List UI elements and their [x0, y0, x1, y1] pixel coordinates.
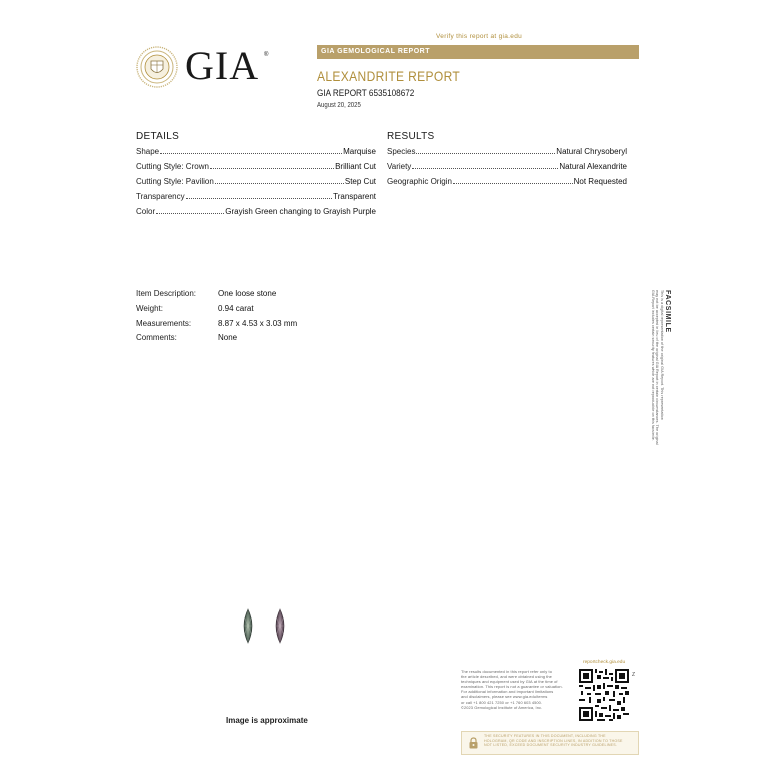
info-value-comments: None — [218, 333, 238, 342]
leader-dots — [412, 162, 558, 169]
registered-mark: ® — [264, 52, 269, 58]
security-line: THE SECURITY FEATURES IN THIS DOCUMENT, INCLUDING THE — [484, 734, 606, 738]
disclaimer-line: For additional information and important limitations — [461, 689, 554, 695]
facsimile-line: GIA Report includes certain security features which are not reproducible on this facsimile. — [651, 290, 655, 441]
leader-dots — [416, 147, 555, 154]
disclaimer-line: The results documented in this report refer only to — [461, 669, 552, 674]
security-strip — [461, 731, 639, 755]
detail-label: Cutting Style: Crown — [136, 162, 209, 171]
detail-row-pavilion — [136, 177, 376, 188]
leader-dots — [210, 162, 334, 169]
qr-tag: Z — [632, 672, 636, 678]
detail-label: Color — [136, 207, 156, 216]
stone-purple — [274, 609, 286, 643]
detail-value: Step Cut — [344, 177, 376, 186]
leader-dots — [156, 207, 224, 214]
result-label: Geographic Origin — [387, 177, 452, 186]
disclaimer-line: or call +1 800 421 7250 or +1 760 603 4500. — [461, 699, 543, 705]
details-heading: DETAILS — [136, 131, 180, 142]
info-label-comments: Comments: — [136, 333, 177, 342]
report-check-link[interactable]: reportcheck.gia.edu — [583, 660, 626, 665]
leader-dots — [453, 177, 573, 184]
detail-value: Grayish Green changing to Grayish Purple — [225, 207, 376, 216]
report-title: ALEXANDRITE REPORT — [317, 68, 461, 84]
facsimile-note — [641, 290, 671, 490]
info-value-weight: 0.94 carat — [218, 304, 254, 313]
result-row-variety — [387, 162, 627, 173]
info-label-weight: Weight: — [136, 304, 163, 313]
result-value: Natural Chrysoberyl — [556, 147, 627, 156]
detail-row-color — [136, 207, 376, 218]
report-type-label: GIA GEMOLOGICAL REPORT — [321, 47, 431, 55]
result-row-origin — [387, 177, 627, 188]
detail-value: Transparent — [333, 192, 376, 201]
report-date: August 20, 2025 — [317, 102, 361, 109]
stone-images — [238, 607, 294, 645]
security-line: HOLOGRAM, QR CODE AND INSCRIPTION LINES, IN ADDITION TO THOSE — [484, 738, 623, 743]
disclaimer-line: techniques and equipment used by GIA at the time of — [461, 679, 558, 685]
result-label: Species — [387, 147, 416, 156]
result-value: Natural Alexandrite — [559, 162, 627, 171]
stone-green — [242, 609, 254, 643]
facsimile-line: This is a digital representation of the original GIA Report. This representation — [660, 290, 664, 420]
info-value-measurements: 8.87 x 4.53 x 3.03 mm — [218, 319, 298, 328]
detail-value: Marquise — [343, 147, 376, 156]
info-value-description: One loose stone — [218, 289, 277, 298]
detail-label: Cutting Style: Pavilion — [136, 177, 214, 186]
image-caption: Image is approximate — [226, 716, 308, 725]
qr-code[interactable] — [579, 669, 629, 721]
disclaimer-line: the article described, and were obtained using the — [461, 674, 552, 680]
result-value: Not Requested — [573, 177, 627, 186]
security-line: NOT LISTED, EXCEED DOCUMENT SECURITY INDUSTRY GUIDELINES. — [484, 743, 618, 748]
info-label-description: Item Description: — [136, 289, 197, 298]
detail-label: Shape — [136, 147, 160, 156]
detail-value: Brilliant Cut — [335, 162, 376, 171]
gia-seal-icon — [136, 46, 178, 88]
facsimile-line: may not be accepted in lieu of the original GIA Report in certain circumstances. The original — [655, 290, 660, 445]
results-heading: RESULTS — [387, 131, 435, 142]
gia-logo-text: GIA — [185, 43, 260, 88]
lock-icon — [468, 737, 479, 749]
detail-row-crown — [136, 162, 376, 173]
facsimile-title: FACSIMILE — [664, 290, 671, 333]
report-number: GIA REPORT 6535108672 — [317, 88, 415, 99]
result-row-species — [387, 147, 627, 158]
result-label: Variety — [387, 162, 412, 171]
leader-dots — [186, 192, 333, 199]
detail-row-transparency — [136, 192, 376, 203]
verify-link[interactable]: Verify this report at gia.edu — [436, 33, 523, 40]
disclaimer-line: examination. This report is not a guarantee or valuation. — [461, 684, 563, 690]
disclaimer-line: ©2023 Gemological Institute of America, Inc. — [461, 704, 543, 710]
leader-dots — [215, 177, 344, 184]
leader-dots — [160, 147, 342, 154]
detail-row-shape — [136, 147, 376, 158]
disclaimer-line: and disclaimers, please see www.gia.edu/terms — [461, 694, 548, 700]
security-text — [484, 734, 623, 748]
disclaimer-text — [461, 669, 577, 710]
info-label-measurements: Measurements: — [136, 319, 192, 328]
detail-label: Transparency — [136, 192, 185, 201]
